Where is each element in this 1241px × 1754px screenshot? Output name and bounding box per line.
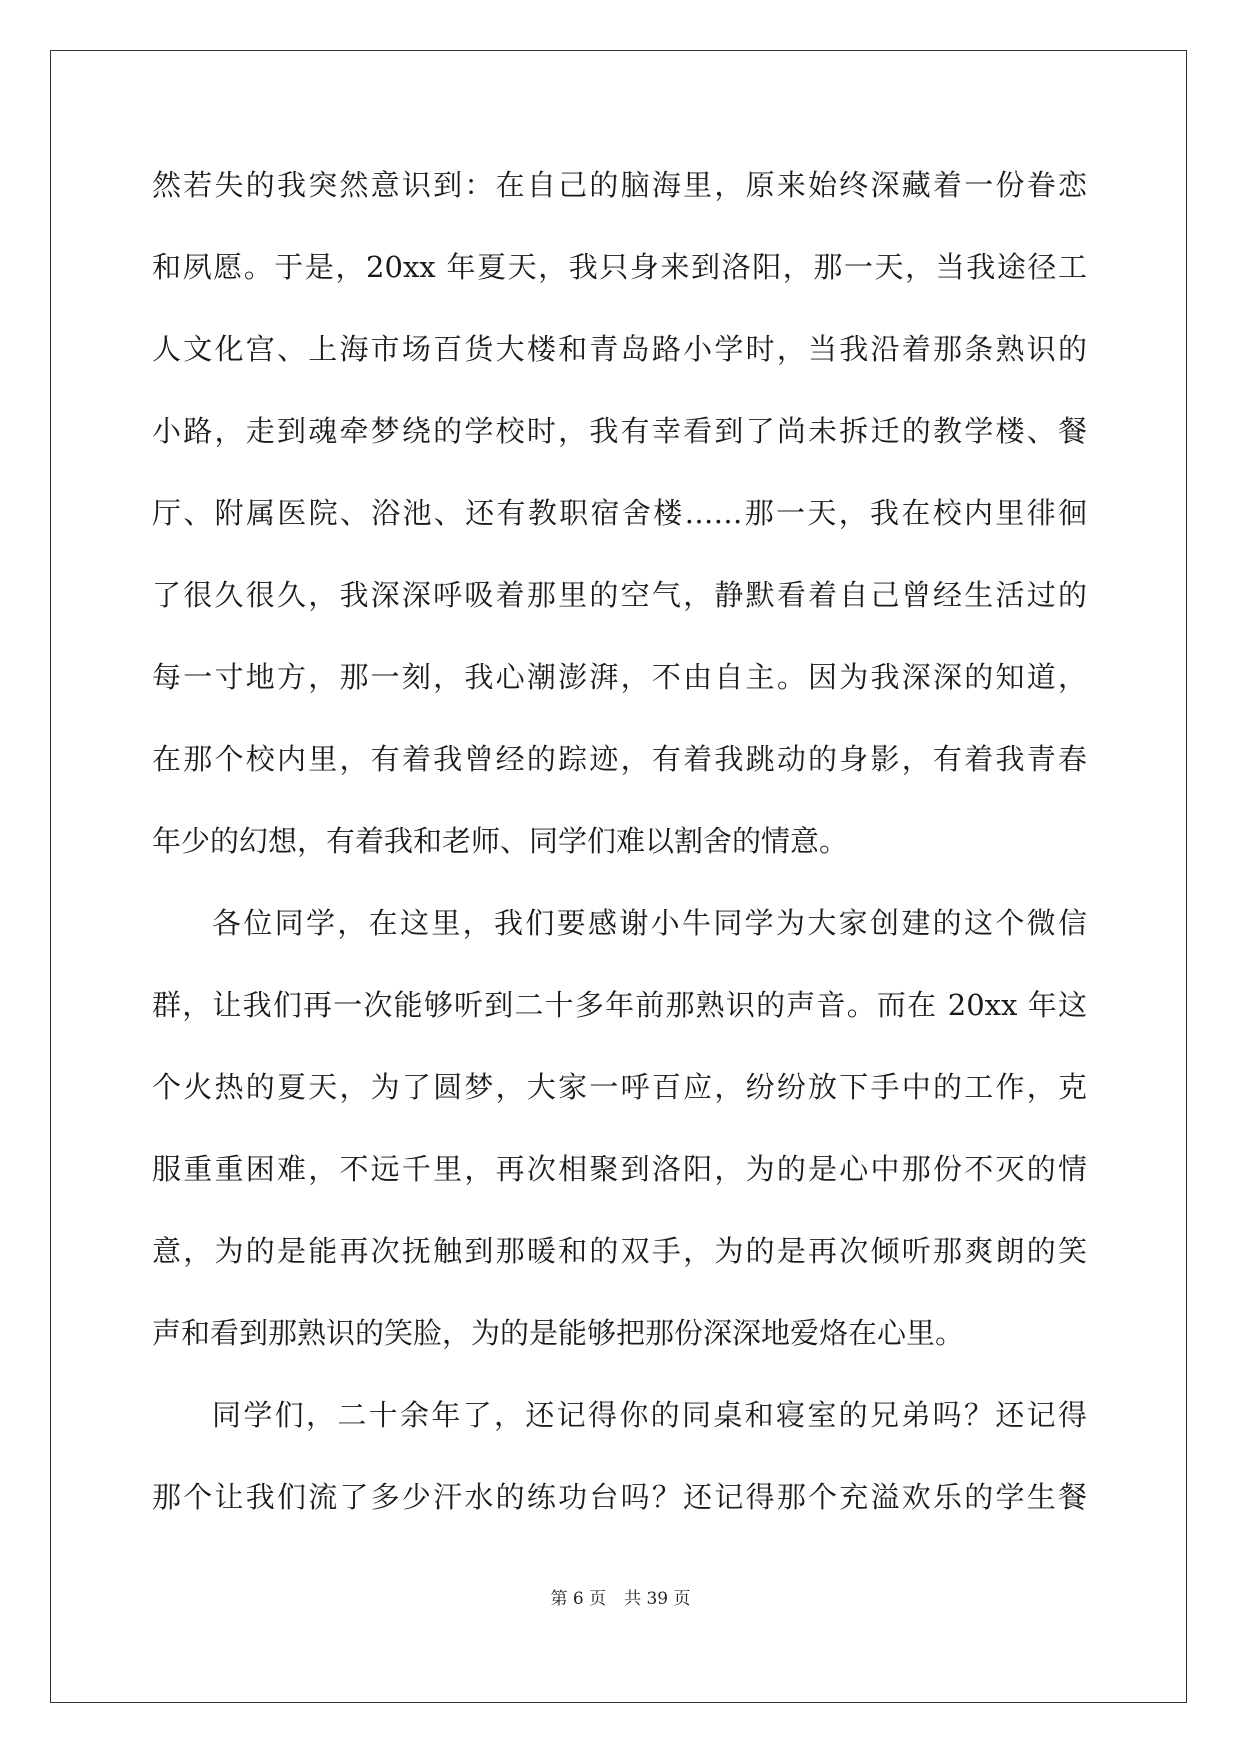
total-pages: 共 39 页 <box>624 1589 691 1609</box>
text-line: 个火热的夏天，为了圆梦，大家一呼百应，纷纷放下手中的工作，克 <box>152 1070 1087 1104</box>
text-line: 各位同学，在这里，我们要感谢小牛同学为大家创建的这个微信 <box>212 906 1087 940</box>
text-line: 群，让我们再一次能够听到二十多年前那熟识的声音。而在 20xx 年这 <box>152 988 1087 1022</box>
paragraph <box>152 162 1087 900</box>
text-line: 厅、附属医院、浴池、还有教职宿舍楼……那一天，我在校内里徘徊 <box>152 496 1087 530</box>
text-line: 同学们，二十余年了，还记得你的同桌和寝室的兄弟吗？还记得 <box>212 1398 1087 1432</box>
text-line: 每一寸地方，那一刻，我心潮澎湃，不由自主。因为我深深的知道， <box>152 660 1087 694</box>
text-line: 了很久很久，我深深呼吸着那里的空气，静默看着自己曾经生活过的 <box>152 578 1087 612</box>
paragraph <box>152 900 1087 1392</box>
text-line: 服重重困难，不远千里，再次相聚到洛阳，为的是心中那份不灭的情 <box>152 1152 1087 1186</box>
text-line: 那个让我们流了多少汗水的练功台吗？还记得那个充溢欢乐的学生餐 <box>152 1480 1087 1514</box>
text-line: 小路，走到魂牵梦绕的学校时，我有幸看到了尚未拆迁的教学楼、餐 <box>152 414 1087 448</box>
page-number: 第 6 页 <box>550 1589 607 1609</box>
text-line: 然若失的我突然意识到：在自己的脑海里，原来始终深藏着一份眷恋 <box>152 168 1087 202</box>
page-footer <box>0 1584 1241 1609</box>
text-line: 人文化宫、上海市场百货大楼和青岛路小学时，当我沿着那条熟识的 <box>152 332 1087 366</box>
text-line: 年少的幻想，有着我和老师、同学们难以割舍的情意。 <box>152 824 849 858</box>
text-line: 意，为的是能再次抚触到那暖和的双手，为的是再次倾听那爽朗的笑 <box>152 1234 1087 1268</box>
text-line: 和夙愿。于是，20xx 年夏天，我只身来到洛阳，那一天，当我途径工 <box>152 250 1087 284</box>
text-line: 在那个校内里，有着我曾经的踪迹，有着我跳动的身影，有着我青春 <box>152 742 1087 776</box>
text-line: 声和看到那熟识的笑脸，为的是能够把那份深深地爱烙在心里。 <box>152 1316 965 1350</box>
document-body <box>152 162 1087 1556</box>
paragraph <box>152 1392 1087 1556</box>
